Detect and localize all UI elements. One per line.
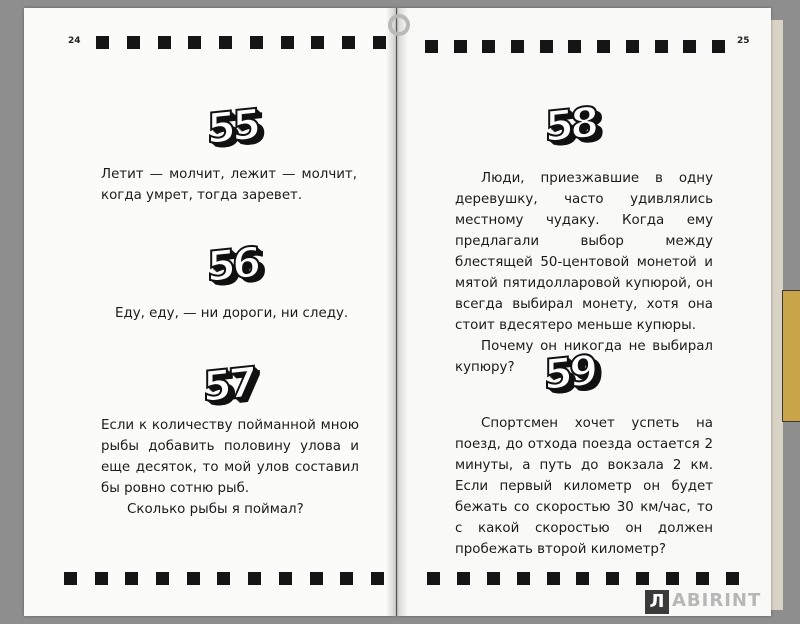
riddle-55-number: 55: [206, 99, 258, 154]
book-gutter: [386, 8, 408, 616]
riddle-57-text: Если к количеству пойманной мною рыбы добавить половину улова и еще десяток, то мой улов составил бы ровно сотню рыб. Сколько рыбы я поймал?: [101, 418, 359, 517]
riddle-58-text: Люди, приезжавшие в одну деревушку, часто удивлялись местному чудаку. Когда ему предлагали выбор между блестящей 50-центовой монетой и мятой пятидолларовой купюрой, он всегда выбирал монету, хотя она стоит вдесятеро меньше купюры. Почему он никогда не выбирал купюру?: [455, 171, 713, 375]
top-border-left: [96, 36, 386, 49]
page-number-right: 25: [737, 36, 750, 46]
page-number-left: 24: [68, 36, 81, 46]
cover-tab: [782, 290, 800, 422]
watermark-text: ABIRINT: [672, 590, 762, 611]
binding-ring: [388, 14, 410, 36]
riddle-58-number: 58: [544, 97, 596, 152]
top-border-right: [425, 40, 725, 53]
right-page: [397, 8, 771, 616]
riddle-59-text: Спортсмен хочет успеть на поезд, до отхода поезда остается 2 минуты, а путь до вокзала 2 км. Если первый километр он будет бежать со скоростью 30 км/час, то с какой скоростью он должен пробежать второй километр?: [455, 416, 713, 557]
riddle-56-number: 56: [206, 237, 258, 292]
riddle-55-text: Летит — молчит, лежит — молчит, когда умрет, тогда заревет.: [101, 167, 357, 203]
left-page: [24, 8, 396, 616]
watermark-logo: Л: [645, 590, 669, 614]
riddle-59-number: 59: [543, 345, 595, 400]
riddle-57-number: 57: [202, 357, 254, 412]
bottom-border-right: [427, 572, 739, 585]
bottom-border-left: [64, 572, 384, 585]
riddle-56-text: Еду, еду, — ни дороги, ни следу.: [115, 306, 349, 321]
